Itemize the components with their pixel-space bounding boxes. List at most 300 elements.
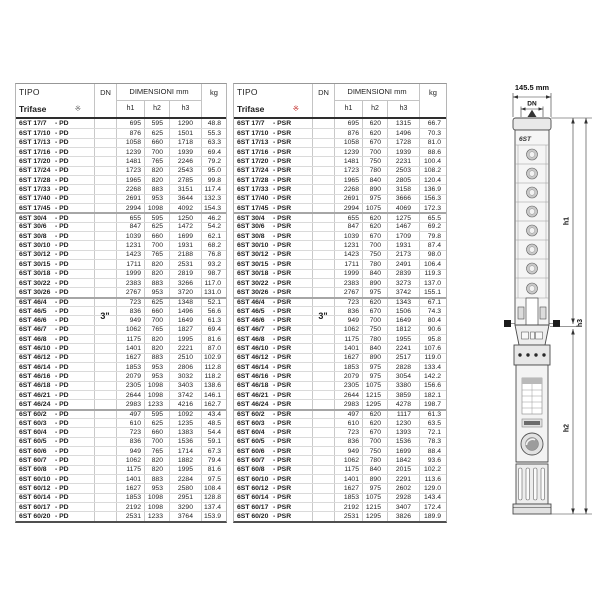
table-row xyxy=(234,418,446,427)
h1-cell: 1401 xyxy=(334,344,362,352)
header-spacer xyxy=(419,101,446,118)
table-row xyxy=(234,184,446,193)
h3-cell: 1931 xyxy=(169,241,201,249)
dn-cell xyxy=(312,428,334,436)
dn-cell xyxy=(312,260,334,268)
h1-cell: 2305 xyxy=(334,382,362,390)
h2-cell: 660 xyxy=(144,139,169,147)
table-row xyxy=(16,222,226,231)
table-row xyxy=(234,297,446,306)
kg-cell: 81.6 xyxy=(201,335,226,343)
model-cell: 6ST 30/8 - PSR xyxy=(237,232,292,240)
h2-cell: 700 xyxy=(362,148,387,156)
table-row xyxy=(16,427,226,436)
cable-clamp-left xyxy=(504,320,511,327)
model-cell: 6ST 17/28 - PD xyxy=(19,176,69,184)
model-cell: 6ST 60/7 - PSR xyxy=(237,457,292,465)
model-cell: 6ST 46/10 - PSR xyxy=(237,344,292,352)
dn-cell xyxy=(312,157,334,165)
h2-cell: 700 xyxy=(362,316,387,324)
table-row xyxy=(234,343,446,352)
table-row xyxy=(16,231,226,240)
model-cell: 6ST 30/4 - PSR xyxy=(237,214,292,222)
h2-cell: 840 xyxy=(362,270,387,278)
table-row xyxy=(234,287,446,296)
cable-clamp-right xyxy=(553,320,560,327)
h1-cell: 655 xyxy=(116,214,144,221)
table-row xyxy=(234,474,446,483)
h2-cell: 780 xyxy=(362,335,387,343)
table-row xyxy=(234,390,446,399)
kg-cell: 107.6 xyxy=(419,344,446,352)
h1-cell: 2305 xyxy=(116,382,144,390)
table-row xyxy=(234,138,446,147)
h2-cell: 975 xyxy=(362,484,387,492)
h2-cell: 820 xyxy=(144,270,169,278)
kg-cell: 61.3 xyxy=(201,316,226,324)
h1-cell: 2691 xyxy=(334,195,362,203)
table-row xyxy=(234,325,446,334)
table-row xyxy=(16,399,226,408)
model-cell: 6ST 17/16 - PSR xyxy=(237,148,292,156)
h3-cell: 2491 xyxy=(387,260,419,268)
dn-cell xyxy=(94,167,116,175)
h2-cell: 660 xyxy=(144,428,169,436)
pump-drawing xyxy=(455,83,600,520)
table-row xyxy=(234,334,446,343)
h2-cell: 820 xyxy=(144,466,169,474)
h1-cell: 1627 xyxy=(334,484,362,492)
model-cell: 6ST 46/5 - PD xyxy=(19,307,69,315)
kg-cell: 76.8 xyxy=(201,251,226,259)
model-cell: 6ST 30/10 - PSR xyxy=(237,242,292,250)
dn-cell xyxy=(312,129,334,137)
header-spacer xyxy=(201,101,226,118)
h1-cell: 1627 xyxy=(334,354,362,362)
dn-cell xyxy=(94,176,116,184)
h1-cell: 2383 xyxy=(334,279,362,287)
h3-cell: 3407 xyxy=(387,503,419,511)
h3-cell: 2580 xyxy=(169,484,201,492)
h1-cell: 1231 xyxy=(116,241,144,249)
model-cell: 6ST 46/5 - PSR xyxy=(237,307,292,315)
table-row xyxy=(16,343,226,352)
dn-cell xyxy=(312,503,334,511)
dn-cell xyxy=(94,129,116,137)
model-cell: 6ST 30/8 - PD xyxy=(19,232,69,240)
table-row xyxy=(16,259,226,268)
h2-cell: 670 xyxy=(362,139,387,147)
h1-cell: 1627 xyxy=(116,354,144,362)
dn-cell xyxy=(94,503,116,511)
col-header-dimensioni: DIMENSIONI mm xyxy=(334,84,419,101)
table-row xyxy=(234,362,446,371)
model-cell: 6ST 17/24 - PSR xyxy=(237,167,292,175)
kg-cell: 87.0 xyxy=(201,344,226,352)
dn-cell xyxy=(312,512,334,520)
h2-cell: 820 xyxy=(144,335,169,343)
h3-cell: 3403 xyxy=(169,382,201,390)
h3-cell: 3666 xyxy=(387,195,419,203)
dn-cell xyxy=(94,456,116,464)
h2-cell: 620 xyxy=(362,299,387,306)
model-cell: 6ST 60/2 - PSR xyxy=(237,410,292,418)
h3-cell: 1842 xyxy=(387,456,419,464)
h3-cell: 3054 xyxy=(387,372,419,380)
h2-cell: 625 xyxy=(144,223,169,231)
model-cell: 6ST 60/6 - PD xyxy=(19,447,69,455)
dn-cell xyxy=(312,447,334,455)
h2-cell: 625 xyxy=(144,419,169,427)
model-cell: 6ST 30/12 - PD xyxy=(19,251,69,259)
kg-cell: 63.5 xyxy=(419,419,446,427)
dn-cell xyxy=(94,119,116,128)
h3-cell: 1812 xyxy=(387,326,419,334)
kg-cell: 98.7 xyxy=(201,270,226,278)
kg-cell: 65.5 xyxy=(419,214,446,221)
model-cell: 6ST 46/4 - PSR xyxy=(237,298,292,306)
h3-cell: 2284 xyxy=(169,475,201,483)
table-row xyxy=(234,175,446,184)
dn-cell xyxy=(94,251,116,259)
table-row xyxy=(16,455,226,464)
h2-cell: 670 xyxy=(362,428,387,436)
h2-cell: 890 xyxy=(362,279,387,287)
h3-cell: 2928 xyxy=(387,494,419,502)
kg-cell: 182.1 xyxy=(419,391,446,399)
table-row xyxy=(16,166,226,175)
model-cell: 6ST 17/40 - PSR xyxy=(237,195,292,203)
h1-cell: 1711 xyxy=(334,260,362,268)
h1-cell: 2994 xyxy=(334,204,362,212)
table-row xyxy=(16,269,226,278)
dn-cell xyxy=(312,119,334,128)
h3-dim-label: h3 xyxy=(577,318,584,328)
table-row xyxy=(16,437,226,446)
model-cell: 6ST 17/28 - PSR xyxy=(237,176,292,184)
kg-cell: 172.3 xyxy=(419,204,446,212)
h1-cell: 2767 xyxy=(116,288,144,296)
table-row xyxy=(234,278,446,287)
table-row xyxy=(16,212,226,221)
h3-cell: 1315 xyxy=(387,119,419,128)
h1-cell: 1062 xyxy=(334,326,362,334)
h2-cell: 660 xyxy=(144,232,169,240)
model-cell: 6ST 46/7 - PSR xyxy=(237,326,292,334)
model-cell: 6ST 17/33 - PSR xyxy=(237,186,292,194)
table-row xyxy=(234,465,446,474)
h3-cell: 2221 xyxy=(169,344,201,352)
h1-cell: 2691 xyxy=(116,195,144,203)
kg-cell: 112.8 xyxy=(201,363,226,371)
h2-cell: 975 xyxy=(362,363,387,371)
h1-cell: 610 xyxy=(116,419,144,427)
model-cell: 6ST 17/33 - PD xyxy=(19,186,69,194)
model-cell: 6ST 60/4 - PD xyxy=(19,429,69,437)
col-header-kg: kg xyxy=(419,84,446,101)
table-row xyxy=(16,483,226,492)
dn-cell xyxy=(312,148,334,156)
kg-cell: 79.2 xyxy=(201,157,226,165)
kg-cell: 131.0 xyxy=(201,288,226,296)
h3-cell: 3859 xyxy=(387,391,419,399)
h3-cell: 3742 xyxy=(169,391,201,399)
model-cell: 6ST 30/12 - PSR xyxy=(237,251,292,259)
dn-cell xyxy=(94,466,116,474)
col-header-dimensioni: DIMENSIONI mm xyxy=(116,84,201,101)
model-cell: 6ST 60/5 - PD xyxy=(19,438,69,446)
h3-cell: 1699 xyxy=(169,232,201,240)
dn-cell xyxy=(94,223,116,231)
h3-cell: 3720 xyxy=(169,288,201,296)
col-header-trifase xyxy=(16,101,94,118)
h1-cell: 2767 xyxy=(334,288,362,296)
h1-cell: 2268 xyxy=(116,185,144,193)
model-cell: 6ST 46/16 - PSR xyxy=(237,372,292,380)
kg-cell: 48.8 xyxy=(201,119,226,128)
h2-cell: 1075 xyxy=(362,382,387,390)
h1-cell: 1853 xyxy=(334,363,362,371)
h3-cell: 2785 xyxy=(169,176,201,184)
table-row xyxy=(16,194,226,203)
h1-cell: 497 xyxy=(116,411,144,418)
h2-cell: 700 xyxy=(362,241,387,249)
h2-cell: 620 xyxy=(362,214,387,221)
kg-cell: 95.0 xyxy=(201,167,226,175)
h3-cell: 1506 xyxy=(387,307,419,315)
h1-cell: 836 xyxy=(116,438,144,446)
model-cell: 6ST 30/10 - PD xyxy=(19,242,69,250)
dn-cell xyxy=(312,419,334,427)
model-cell: 6ST 60/17 - PSR xyxy=(237,503,292,511)
h1-cell: 1965 xyxy=(116,176,144,184)
model-cell: 6ST 60/14 - PSR xyxy=(237,494,292,502)
h3-cell: 1472 xyxy=(169,223,201,231)
dn-cell xyxy=(312,400,334,408)
kg-cell: 106.4 xyxy=(419,260,446,268)
h2-cell: 890 xyxy=(362,475,387,483)
dn-cell xyxy=(312,466,334,474)
model-cell: 6ST 46/10 - PD xyxy=(19,344,69,352)
h1-cell: 2268 xyxy=(334,185,362,193)
h2-cell: 1075 xyxy=(362,204,387,212)
h1-cell: 1627 xyxy=(116,484,144,492)
h1-cell: 2192 xyxy=(116,503,144,511)
h2-cell: 780 xyxy=(362,456,387,464)
h2-cell: 595 xyxy=(144,411,169,418)
h1-cell: 1175 xyxy=(334,335,362,343)
kg-cell: 72.1 xyxy=(419,428,446,436)
table-row xyxy=(16,409,226,418)
h1-cell: 2644 xyxy=(334,391,362,399)
h2-cell: 625 xyxy=(144,129,169,137)
table-row xyxy=(234,371,446,380)
model-cell: 6ST 17/24 - PD xyxy=(19,167,69,175)
kg-cell: 79.4 xyxy=(201,456,226,464)
h2-cell: 750 xyxy=(362,157,387,165)
model-cell: 6ST 30/22 - PSR xyxy=(237,279,292,287)
table-row xyxy=(234,353,446,362)
table-row xyxy=(16,306,226,315)
kg-cell: 62.1 xyxy=(201,232,226,240)
dn-cell xyxy=(94,391,116,399)
h3-cell: 1827 xyxy=(169,326,201,334)
model-cell: 6ST 60/17 - PD xyxy=(19,503,69,511)
h3-cell: 1718 xyxy=(169,139,201,147)
h3-cell: 2839 xyxy=(387,270,419,278)
table-row xyxy=(16,418,226,427)
kg-cell: 90.6 xyxy=(419,326,446,334)
dn-cell xyxy=(312,251,334,259)
h3-cell: 3826 xyxy=(387,512,419,520)
kg-cell: 154.3 xyxy=(201,204,226,212)
dn-cell xyxy=(94,475,116,483)
table-row xyxy=(234,409,446,418)
table-row xyxy=(16,446,226,455)
model-cell: 6ST 46/18 - PD xyxy=(19,382,69,390)
h2-cell: 953 xyxy=(144,484,169,492)
kg-cell: 172.4 xyxy=(419,503,446,511)
h3-cell: 1882 xyxy=(169,456,201,464)
h2-cell: 750 xyxy=(362,251,387,259)
col-header-tipo: TIPO xyxy=(19,87,40,98)
h3-cell: 1230 xyxy=(387,419,419,427)
h1-cell: 836 xyxy=(116,307,144,315)
h1-cell: 847 xyxy=(334,223,362,231)
dn-cell xyxy=(312,241,334,249)
h2-cell: 820 xyxy=(144,167,169,175)
kg-cell: 54.4 xyxy=(201,428,226,436)
h3-cell: 1995 xyxy=(169,466,201,474)
dn-cell xyxy=(94,372,116,380)
kg-cell: 119.0 xyxy=(419,354,446,362)
h1-cell: 1039 xyxy=(116,232,144,240)
kg-cell: 142.2 xyxy=(419,372,446,380)
table-row xyxy=(16,278,226,287)
h3-cell: 1939 xyxy=(387,148,419,156)
table-row xyxy=(234,427,446,436)
h1-cell: 1058 xyxy=(116,139,144,147)
h2-cell: 840 xyxy=(362,176,387,184)
kg-cell: 74.3 xyxy=(419,307,446,315)
h3-cell: 3644 xyxy=(169,195,201,203)
h2-cell: 670 xyxy=(362,307,387,315)
h3-cell: 1699 xyxy=(387,447,419,455)
col-header-h3: h3 xyxy=(169,101,201,118)
h1-cell: 610 xyxy=(334,419,362,427)
kg-cell: 100.4 xyxy=(419,157,446,165)
kg-cell: 189.9 xyxy=(419,512,446,520)
kg-cell: 97.5 xyxy=(201,475,226,483)
table-row xyxy=(16,297,226,306)
dn-cell xyxy=(94,241,116,249)
kg-cell: 113.6 xyxy=(419,475,446,483)
kg-cell: 48.5 xyxy=(201,419,226,427)
pump-series-label: 6ST xyxy=(519,136,531,143)
dn-cell xyxy=(94,299,116,306)
kg-cell: 129.0 xyxy=(419,484,446,492)
dn-cell xyxy=(312,326,334,334)
table-row xyxy=(16,128,226,137)
model-cell: 6ST 17/16 - PD xyxy=(19,148,69,156)
h3-cell: 1709 xyxy=(387,232,419,240)
dn-cell xyxy=(94,344,116,352)
header-spacer xyxy=(312,101,334,118)
table-row xyxy=(234,259,446,268)
h1-cell: 2531 xyxy=(334,512,362,520)
table-row xyxy=(234,483,446,492)
kg-cell: 155.1 xyxy=(419,288,446,296)
model-cell: 6ST 60/8 - PSR xyxy=(237,466,292,474)
kg-cell: 54.2 xyxy=(201,223,226,231)
model-cell: 6ST 30/26 - PSR xyxy=(237,288,292,296)
kg-cell: 61.3 xyxy=(419,411,446,418)
dn-cell xyxy=(312,195,334,203)
trifase-label: Trifase xyxy=(237,103,265,114)
h3-cell: 2291 xyxy=(387,475,419,483)
h3-cell: 3290 xyxy=(169,503,201,511)
kg-cell: 137.4 xyxy=(201,503,226,511)
table-row xyxy=(16,353,226,362)
h1-cell: 1999 xyxy=(334,270,362,278)
model-cell: 6ST 60/10 - PSR xyxy=(237,475,292,483)
h1-cell: 1423 xyxy=(116,251,144,259)
h2-cell: 820 xyxy=(144,344,169,352)
table-row xyxy=(234,399,446,408)
h2-cell: 1098 xyxy=(144,391,169,399)
h1-cell: 2192 xyxy=(334,503,362,511)
h2-cell: 1295 xyxy=(362,400,387,408)
h3-cell: 1393 xyxy=(387,428,419,436)
h1-cell: 1853 xyxy=(116,494,144,502)
h3-cell: 1496 xyxy=(169,307,201,315)
h1-cell: 1231 xyxy=(334,241,362,249)
kg-cell: 93.2 xyxy=(201,260,226,268)
kg-cell: 68.2 xyxy=(201,241,226,249)
h3-cell: 3742 xyxy=(387,288,419,296)
dn-cell xyxy=(312,167,334,175)
h1-cell: 2383 xyxy=(116,279,144,287)
table-row xyxy=(234,222,446,231)
h3-cell: 2231 xyxy=(387,157,419,165)
dn-cell xyxy=(94,270,116,278)
dn-cell xyxy=(94,512,116,520)
h2-cell: 820 xyxy=(144,176,169,184)
model-cell: 6ST 46/24 - PSR xyxy=(237,400,292,408)
h2-cell: 883 xyxy=(144,279,169,287)
table-row xyxy=(234,240,446,249)
h2-cell: 750 xyxy=(362,326,387,334)
dn-cell xyxy=(94,260,116,268)
h2-dim-label: h2 xyxy=(563,423,571,433)
dn-cell xyxy=(312,372,334,380)
table-row xyxy=(16,371,226,380)
kg-cell: 137.0 xyxy=(419,279,446,287)
header-spacer xyxy=(94,101,116,118)
h3-cell: 1536 xyxy=(169,438,201,446)
dn-cell xyxy=(94,382,116,390)
h3-cell: 1275 xyxy=(387,214,419,221)
h2-cell: 765 xyxy=(144,447,169,455)
h3-cell: 1536 xyxy=(387,438,419,446)
kg-cell: 80.4 xyxy=(419,316,446,324)
kg-cell: 118.2 xyxy=(201,372,226,380)
model-cell: 6ST 60/5 - PSR xyxy=(237,438,292,446)
h1-cell: 723 xyxy=(116,299,144,306)
h3-cell: 2246 xyxy=(169,157,201,165)
width-dim-label: 145.5 mm xyxy=(514,83,550,92)
h1-cell: 1239 xyxy=(334,148,362,156)
